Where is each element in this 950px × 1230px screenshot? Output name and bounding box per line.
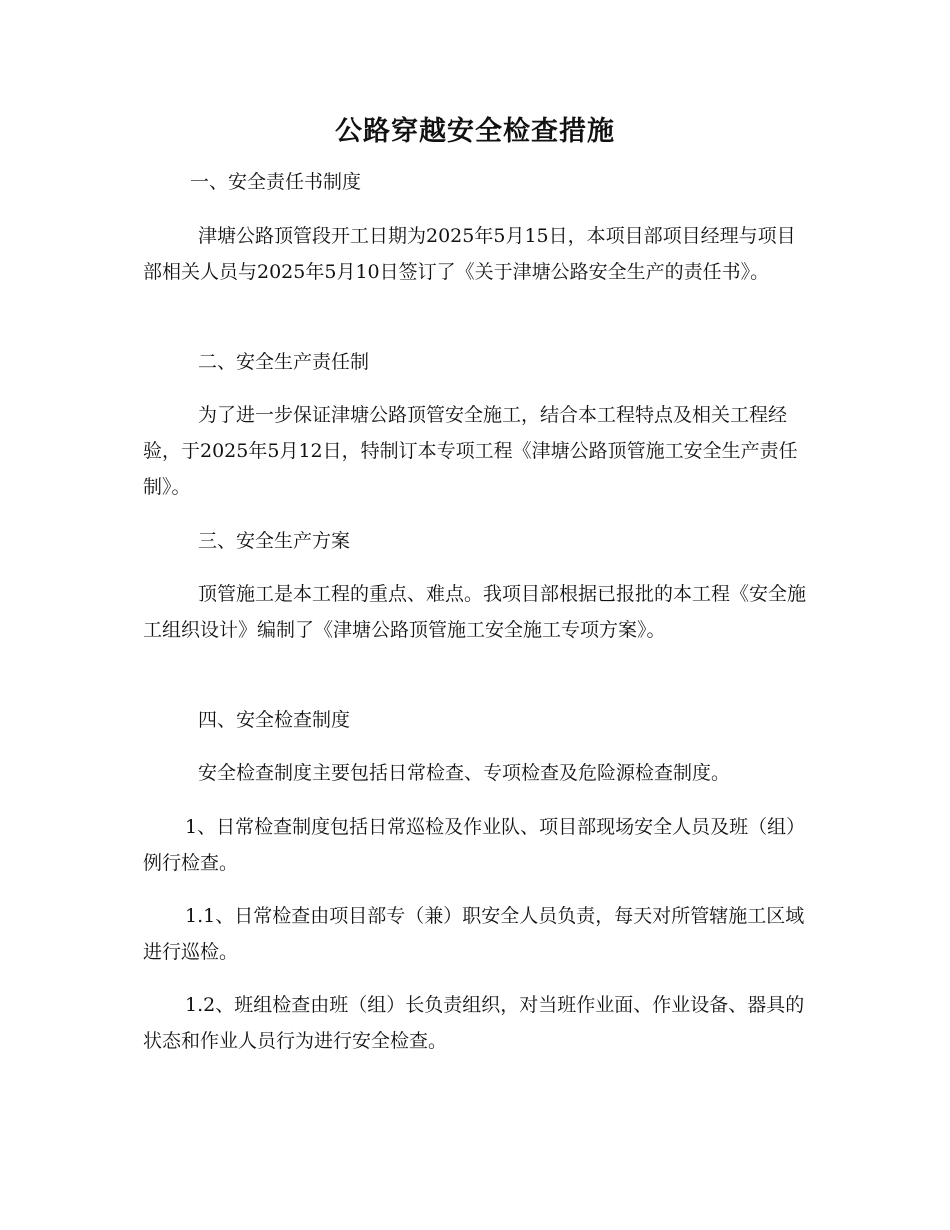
paragraph-5: 1、日常检查制度包括日常巡检及作业队、项目部现场安全人员及班（组）例行检查。	[143, 816, 806, 874]
paragraph-4: 安全检查制度主要包括日常检查、专项检查及危险源检查制度。	[198, 762, 731, 784]
paragraph-7: 1.2、班组检查由班（组）长负责组织，对当班作业面、作业设备、器具的状态和作业人员行为进行安全检查。	[143, 994, 805, 1052]
paragraph-6: 1.1、日常检查由项目部专（兼）职安全人员负责，每天对所管辖施工区域进行巡检。	[143, 905, 805, 963]
section-heading-3: 三、安全生产方案	[198, 530, 351, 552]
paragraph-2: 为了进一步保证津塘公路顶管安全施工，结合本工程特点及相关工程经验，于2025年5月12日，特制订本专项工程《津塘公路顶管施工安全生产责任制》。	[143, 404, 798, 498]
section-heading-1: 一、安全责任书制度	[190, 171, 362, 193]
paragraph-3: 顶管施工是本工程的重点、难点。我项目部根据已报批的本工程《安全施工组织设计》编制了《津塘公路顶管施工安全施工专项方案》。	[143, 583, 807, 641]
section-heading-4: 四、安全检查制度	[198, 709, 351, 731]
document-title: 公路穿越安全检查措施	[335, 116, 615, 147]
section-heading-2: 二、安全生产责任制	[198, 351, 370, 373]
paragraph-1: 津塘公路顶管段开工日期为2025年5月15日，本项目部项目经理与项目部相关人员与2025年5月10日签订了《关于津塘公路安全生产的责任书》。	[143, 225, 796, 283]
